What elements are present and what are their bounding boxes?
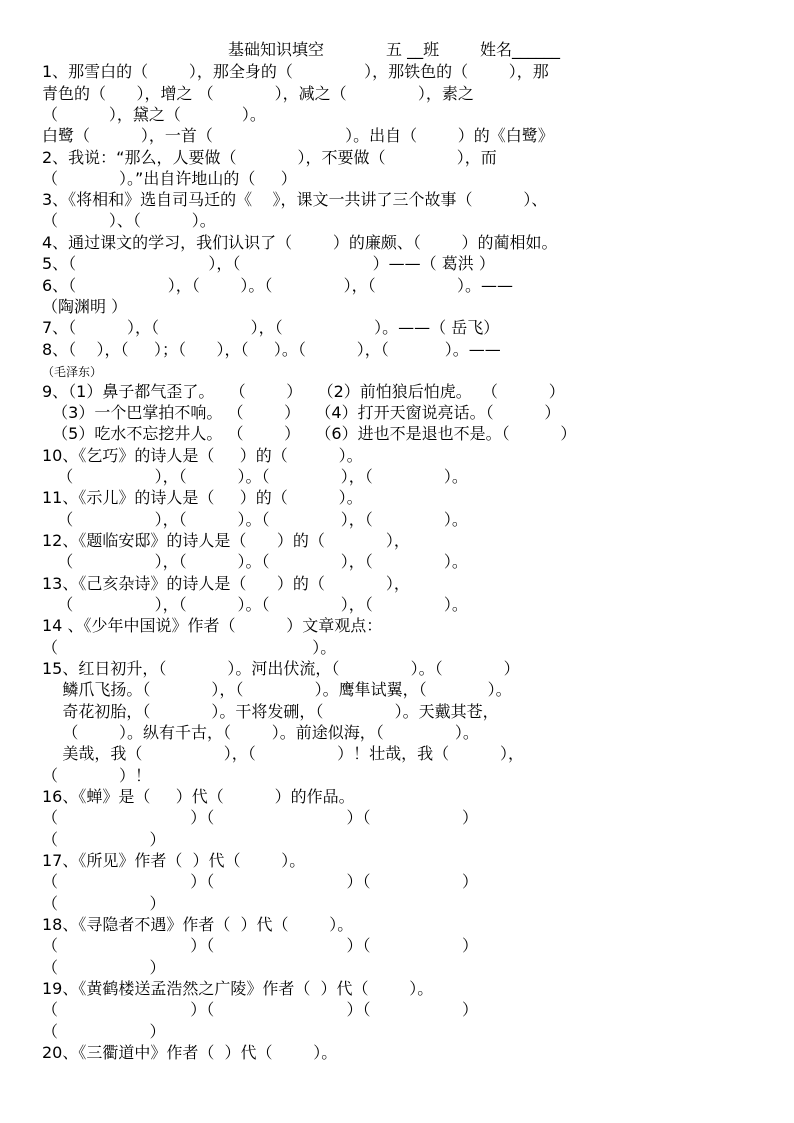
question-17-line-3: （ ） xyxy=(42,894,166,913)
question-14-line-1: 14 、《少年中国说》作者（ ）文章观点： xyxy=(42,616,383,635)
question-13-line-2: （ ），（ ）。（ ），（ ）。 xyxy=(42,595,468,614)
question-1-line-2: 青色的（ ），增之 （ ），减之（ ），素之 xyxy=(42,84,474,103)
question-4-line-1: 4、通过课文的学习，我们认识了（ ）的廉颇、（ ）的蔺相如。 xyxy=(42,233,558,252)
question-16-line-2: （ ）（ ）（ ） xyxy=(42,808,479,827)
question-20-line-1: 20、《三衢道中》作者（ ）代（ ）。 xyxy=(42,1043,338,1062)
question-14-line-2: （ ）。 xyxy=(42,638,337,657)
question-18-line-1: 18、《寻隐者不遇》作者（ ）代（ ）。 xyxy=(42,915,354,934)
question-6-line-1: 6、（ ），（ ）。（ ），（ ）。—— xyxy=(42,276,513,295)
question-10-line-1: 10、《乞巧》的诗人是（ ）的（ ）。 xyxy=(42,446,363,465)
question-3-line-1: 3、《将相和》选自司马迁的《 》，课文一共讲了三个故事（ ）、 xyxy=(42,190,548,209)
question-16-line-1: 16、《蝉》是（ ）代（ ）的作品。 xyxy=(42,787,355,806)
question-18-line-3: （ ） xyxy=(42,958,166,977)
question-2-line-1: 2、我说：“那么，人要做（ ），不要做（ ），而 xyxy=(42,148,497,167)
question-15-line-4: （ ）。纵有千古，（ ）。前途似海，（ ）。 xyxy=(42,723,479,742)
question-9-line-3: （5）吃水不忘挖井人。 （ ） （6）进也不是退也不是。（ ） xyxy=(42,424,577,443)
question-9-line-1: 9、（1）鼻子都气歪了。 （ ） （2）前怕狼后怕虎。 （ ） xyxy=(42,382,565,401)
question-7-line-1: 7、（ ），（ ），（ ）。——（ 岳飞） xyxy=(42,318,500,337)
question-15-line-1: 15、红日初升，（ ）。河出伏流，（ ）。（ ） xyxy=(42,659,520,678)
question-19-line-2: （ ）（ ）（ ） xyxy=(42,1000,479,1019)
question-15-line-5: 美哉，我（ ），（ ）！壮哉，我（ ）， xyxy=(42,744,524,763)
question-19-line-1: 19、《黄鹤楼送孟浩然之广陵》作者（ ）代（ ）。 xyxy=(42,979,434,998)
question-2-line-2: （ ）。”出自许地山的（ ） xyxy=(42,169,297,188)
question-13-line-1: 13、《己亥杂诗》的诗人是（ ）的（ ）， xyxy=(42,574,410,593)
student-name-field: 姓名______ xyxy=(480,40,561,59)
worksheet-title: 基础知识填空 xyxy=(228,40,325,59)
question-1-line-1: 1、那雪白的（ ），那全身的（ ），那铁色的（ ），那 xyxy=(42,62,549,81)
question-10-line-2: （ ），（ ）。（ ），（ ）。 xyxy=(42,467,468,486)
question-12-line-2: （ ），（ ）。（ ），（ ）。 xyxy=(42,552,468,571)
class-field: 五 __班 xyxy=(386,40,440,59)
question-9-line-2: （3）一个巴掌拍不响。 （ ） （4）打开天窗说亮话。（ ） xyxy=(42,403,561,422)
question-18-line-2: （ ）（ ）（ ） xyxy=(42,936,479,955)
question-8-line-1: 8、（ ），（ ）；（ ），（ ）。（ ），（ ）。—— xyxy=(42,340,501,359)
question-19-line-3: （ ） xyxy=(42,1022,166,1041)
question-8-line-2: （毛泽东） xyxy=(42,365,103,379)
question-15-line-3: 奇花初胎，（ ）。干将发硎，（ ）。天戴其苍， xyxy=(42,702,499,721)
question-17-line-2: （ ）（ ）（ ） xyxy=(42,872,479,891)
question-11-line-1: 11、《示儿》的诗人是（ ）的（ ）。 xyxy=(42,488,363,507)
question-6-line-2: （陶渊明 ） xyxy=(42,297,128,316)
question-3-line-2: （ ）、（ ）。 xyxy=(42,211,216,230)
question-5-line-1: 5、（ ），（ ）——（ 葛洪 ） xyxy=(42,254,495,273)
question-1-line-4: 白鹭（ ），一首（ ）。出自（ ）的《白鹭》 xyxy=(42,126,554,145)
question-16-line-3: （ ） xyxy=(42,830,166,849)
question-1-line-3: （ ），黛之（ ）。 xyxy=(42,105,266,124)
question-12-line-1: 12、《题临安邸》的诗人是（ ）的（ ）， xyxy=(42,531,410,550)
question-17-line-1: 17、《所见》作者（ ）代（ ）。 xyxy=(42,851,306,870)
question-11-line-2: （ ），（ ）。（ ），（ ）。 xyxy=(42,510,468,529)
question-15-line-2: 鳞爪飞扬。（ ），（ ）。鹰隼试翼，（ ）。 xyxy=(42,680,512,699)
question-15-line-6: （ ）！ xyxy=(42,766,152,785)
